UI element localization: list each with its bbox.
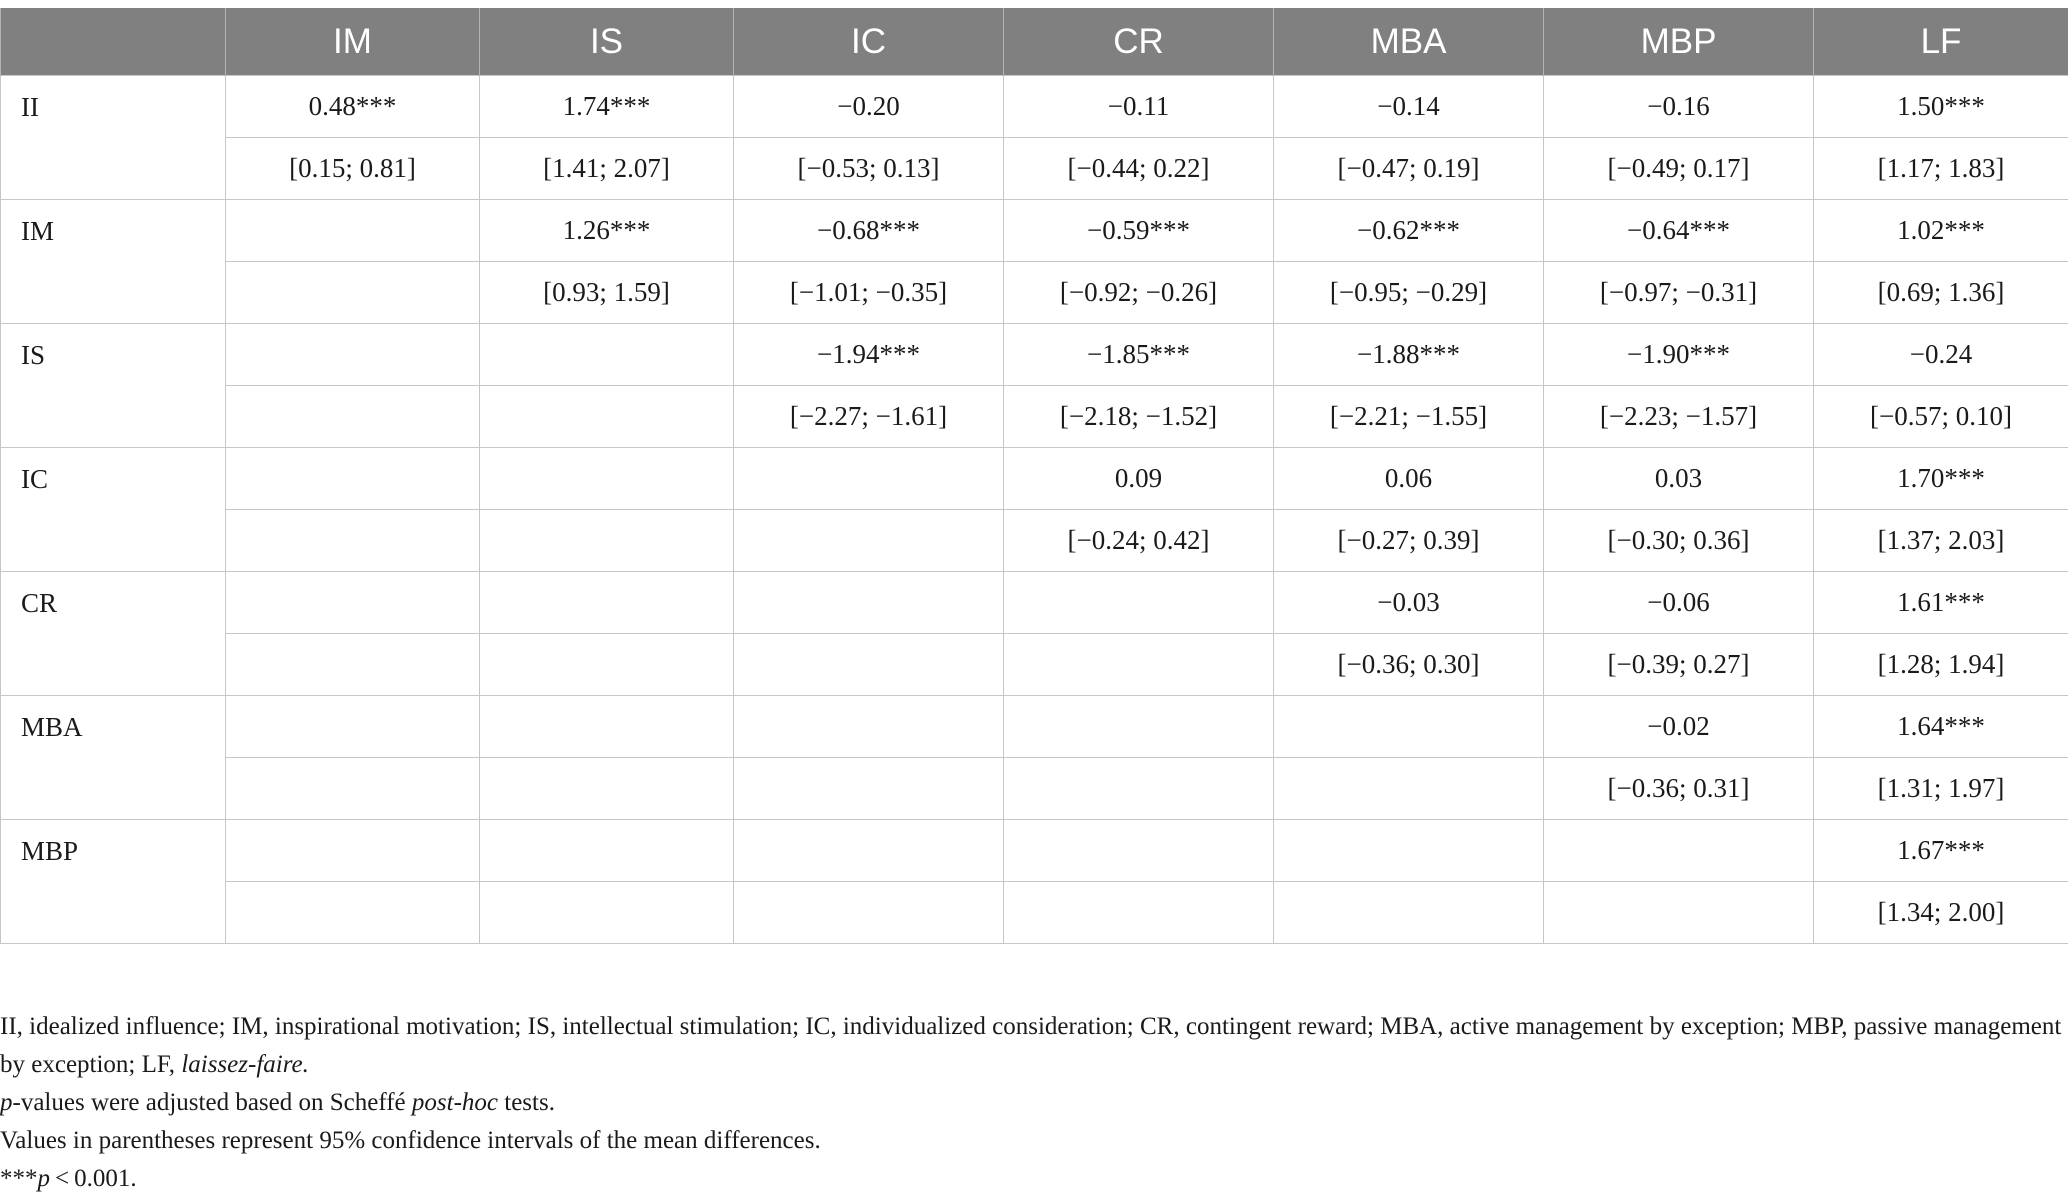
ci-cell bbox=[734, 510, 1004, 572]
mean-diff-cell bbox=[1004, 696, 1274, 758]
mean-diff-cell: −0.64*** bbox=[1544, 200, 1814, 262]
sig-threshold: < 0.001. bbox=[50, 1165, 137, 1192]
table-notes bbox=[0, 1008, 2068, 1198]
mean-diff-cell: −0.11 bbox=[1004, 76, 1274, 138]
ci-cell: [1.17; 1.83] bbox=[1814, 138, 2068, 200]
ci-cell: [−0.47; 0.19] bbox=[1274, 138, 1544, 200]
mean-diff-cell bbox=[480, 572, 734, 634]
mean-diff-cell: 0.09 bbox=[1004, 448, 1274, 510]
mean-diff-cell bbox=[734, 448, 1004, 510]
ci-cell bbox=[226, 510, 480, 572]
row-label: II bbox=[1, 76, 226, 200]
mean-diff-cell bbox=[226, 572, 480, 634]
pvalues-p: p bbox=[0, 1089, 13, 1116]
ci-cell: [−2.21; −1.55] bbox=[1274, 386, 1544, 448]
pvalues-text: -values were adjusted based on Scheffé bbox=[12, 1089, 412, 1116]
row-label: IC bbox=[1, 448, 226, 572]
ci-cell bbox=[1004, 758, 1274, 820]
header-cell: MBP bbox=[1544, 8, 1814, 76]
table-row bbox=[1, 448, 2068, 510]
mean-diff-cell: 0.06 bbox=[1274, 448, 1544, 510]
ci-cell bbox=[734, 758, 1004, 820]
ci-cell bbox=[734, 882, 1004, 944]
sig-stars: *** bbox=[0, 1165, 38, 1192]
mean-diff-cell: −0.62*** bbox=[1274, 200, 1544, 262]
mean-diff-cell: 1.70*** bbox=[1814, 448, 2068, 510]
ci-cell: [−0.92; −0.26] bbox=[1004, 262, 1274, 324]
mean-diff-cell bbox=[480, 820, 734, 882]
mean-diff-cell: −1.90*** bbox=[1544, 324, 1814, 386]
ci-cell bbox=[1274, 882, 1544, 944]
ci-cell: [−0.95; −0.29] bbox=[1274, 262, 1544, 324]
ci-cell bbox=[1274, 758, 1544, 820]
ci-cell: [0.15; 0.81] bbox=[226, 138, 480, 200]
mean-diff-cell bbox=[226, 820, 480, 882]
comparison-table bbox=[0, 8, 2068, 944]
ci-cell: [−0.36; 0.31] bbox=[1544, 758, 1814, 820]
ci-cell: [1.37; 2.03] bbox=[1814, 510, 2068, 572]
ci-cell: [1.41; 2.07] bbox=[480, 138, 734, 200]
mean-diff-cell: 1.64*** bbox=[1814, 696, 2068, 758]
ci-cell bbox=[1544, 882, 1814, 944]
mean-diff-cell: −1.88*** bbox=[1274, 324, 1544, 386]
mean-diff-cell: −0.68*** bbox=[734, 200, 1004, 262]
pvalues-end: tests. bbox=[498, 1089, 555, 1116]
ci-cell: [0.93; 1.59] bbox=[480, 262, 734, 324]
ci-cell: [1.34; 2.00] bbox=[1814, 882, 2068, 944]
mean-diff-cell bbox=[734, 696, 1004, 758]
abbreviations-text: II, idealized influence; IM, inspirational motivation; IS, intellectual stimulation; IC, individualized consideration; CR, contingent reward; MBA, active management by exception; MBP, passive management by exception; LF, bbox=[0, 1013, 2062, 1078]
ci-note: Values in parentheses represent 95% confidence intervals of the mean differences. bbox=[0, 1127, 821, 1154]
mean-diff-cell bbox=[1004, 820, 1274, 882]
mean-diff-cell: 0.03 bbox=[1544, 448, 1814, 510]
ci-cell bbox=[480, 386, 734, 448]
mean-diff-cell: −0.16 bbox=[1544, 76, 1814, 138]
ci-cell bbox=[226, 386, 480, 448]
ci-cell bbox=[480, 510, 734, 572]
mean-diff-cell: −0.24 bbox=[1814, 324, 2068, 386]
table-row bbox=[1, 386, 2068, 448]
mean-diff-cell bbox=[1274, 696, 1544, 758]
header-cell: IC bbox=[734, 8, 1004, 76]
ci-cell bbox=[1004, 634, 1274, 696]
mean-diff-cell: 1.26*** bbox=[480, 200, 734, 262]
ci-cell: [0.69; 1.36] bbox=[1814, 262, 2068, 324]
mean-diff-cell: 1.02*** bbox=[1814, 200, 2068, 262]
ci-cell: [−0.30; 0.36] bbox=[1544, 510, 1814, 572]
mean-diff-cell: 1.50*** bbox=[1814, 76, 2068, 138]
table-row bbox=[1, 696, 2068, 758]
header-cell: IS bbox=[480, 8, 734, 76]
ci-cell: [−2.27; −1.61] bbox=[734, 386, 1004, 448]
table-header-row bbox=[1, 8, 2068, 76]
ci-cell: [1.28; 1.94] bbox=[1814, 634, 2068, 696]
ci-cell: [−2.18; −1.52] bbox=[1004, 386, 1274, 448]
mean-diff-cell: −0.14 bbox=[1274, 76, 1544, 138]
mean-diff-cell: 1.67*** bbox=[1814, 820, 2068, 882]
mean-diff-cell bbox=[480, 324, 734, 386]
ci-cell: [−2.23; −1.57] bbox=[1544, 386, 1814, 448]
table-row bbox=[1, 138, 2068, 200]
ci-cell: [−1.01; −0.35] bbox=[734, 262, 1004, 324]
ci-cell bbox=[226, 262, 480, 324]
mean-diff-cell: 1.61*** bbox=[1814, 572, 2068, 634]
mean-diff-cell bbox=[1544, 820, 1814, 882]
mean-diff-cell: −1.85*** bbox=[1004, 324, 1274, 386]
header-cell bbox=[1, 8, 226, 76]
header-cell: LF bbox=[1814, 8, 2068, 76]
header-cell: MBA bbox=[1274, 8, 1544, 76]
ci-cell: [−0.53; 0.13] bbox=[734, 138, 1004, 200]
mean-diff-cell: −0.06 bbox=[1544, 572, 1814, 634]
header-cell: CR bbox=[1004, 8, 1274, 76]
table-row bbox=[1, 820, 2068, 882]
mean-diff-cell bbox=[226, 696, 480, 758]
ci-cell bbox=[480, 882, 734, 944]
mean-diff-cell bbox=[480, 696, 734, 758]
mean-diff-cell: 1.74*** bbox=[480, 76, 734, 138]
sig-p: p bbox=[37, 1165, 50, 1192]
mean-diff-cell bbox=[226, 324, 480, 386]
table-row bbox=[1, 200, 2068, 262]
ci-cell: [1.31; 1.97] bbox=[1814, 758, 2068, 820]
mean-diff-cell: −0.59*** bbox=[1004, 200, 1274, 262]
row-label: MBP bbox=[1, 820, 226, 944]
table-row bbox=[1, 324, 2068, 386]
mean-diff-cell bbox=[226, 200, 480, 262]
mean-diff-cell bbox=[734, 572, 1004, 634]
ci-cell: [−0.24; 0.42] bbox=[1004, 510, 1274, 572]
mean-diff-cell: −1.94*** bbox=[734, 324, 1004, 386]
ci-cell: [−0.44; 0.22] bbox=[1004, 138, 1274, 200]
ci-cell bbox=[734, 634, 1004, 696]
mean-diff-cell: −0.03 bbox=[1274, 572, 1544, 634]
ci-cell: [−0.57; 0.10] bbox=[1814, 386, 2068, 448]
ci-cell bbox=[480, 758, 734, 820]
abbreviations-note bbox=[0, 1008, 2068, 1084]
row-label: MBA bbox=[1, 696, 226, 820]
table-row bbox=[1, 882, 2068, 944]
ci-cell bbox=[226, 758, 480, 820]
ci-cell bbox=[1004, 882, 1274, 944]
row-label: IS bbox=[1, 324, 226, 448]
mean-diff-cell: 0.48*** bbox=[226, 76, 480, 138]
mean-diff-cell bbox=[1004, 572, 1274, 634]
mean-diff-cell: −0.02 bbox=[1544, 696, 1814, 758]
mean-diff-cell bbox=[734, 820, 1004, 882]
ci-cell: [−0.39; 0.27] bbox=[1544, 634, 1814, 696]
pvalues-posthoc: post-hoc bbox=[411, 1089, 498, 1116]
table-row bbox=[1, 634, 2068, 696]
mean-diff-cell bbox=[226, 448, 480, 510]
table-row bbox=[1, 76, 2068, 138]
header-cell: IM bbox=[226, 8, 480, 76]
ci-cell bbox=[480, 634, 734, 696]
ci-cell: [−0.49; 0.17] bbox=[1544, 138, 1814, 200]
mean-diff-cell: −0.20 bbox=[734, 76, 1004, 138]
ci-cell: [−0.36; 0.30] bbox=[1274, 634, 1544, 696]
ci-cell: [−0.27; 0.39] bbox=[1274, 510, 1544, 572]
table-row bbox=[1, 510, 2068, 572]
table-row bbox=[1, 262, 2068, 324]
table-row bbox=[1, 758, 2068, 820]
mean-diff-cell bbox=[480, 448, 734, 510]
ci-cell: [−0.97; −0.31] bbox=[1544, 262, 1814, 324]
abbreviations-italic: laissez-faire. bbox=[181, 1051, 309, 1078]
significance-note bbox=[0, 1160, 2068, 1198]
table-row bbox=[1, 572, 2068, 634]
ci-cell bbox=[226, 882, 480, 944]
mean-diff-cell bbox=[1274, 820, 1544, 882]
pvalues-note bbox=[0, 1084, 2068, 1122]
ci-cell bbox=[226, 634, 480, 696]
row-label: IM bbox=[1, 200, 226, 324]
row-label: CR bbox=[1, 572, 226, 696]
